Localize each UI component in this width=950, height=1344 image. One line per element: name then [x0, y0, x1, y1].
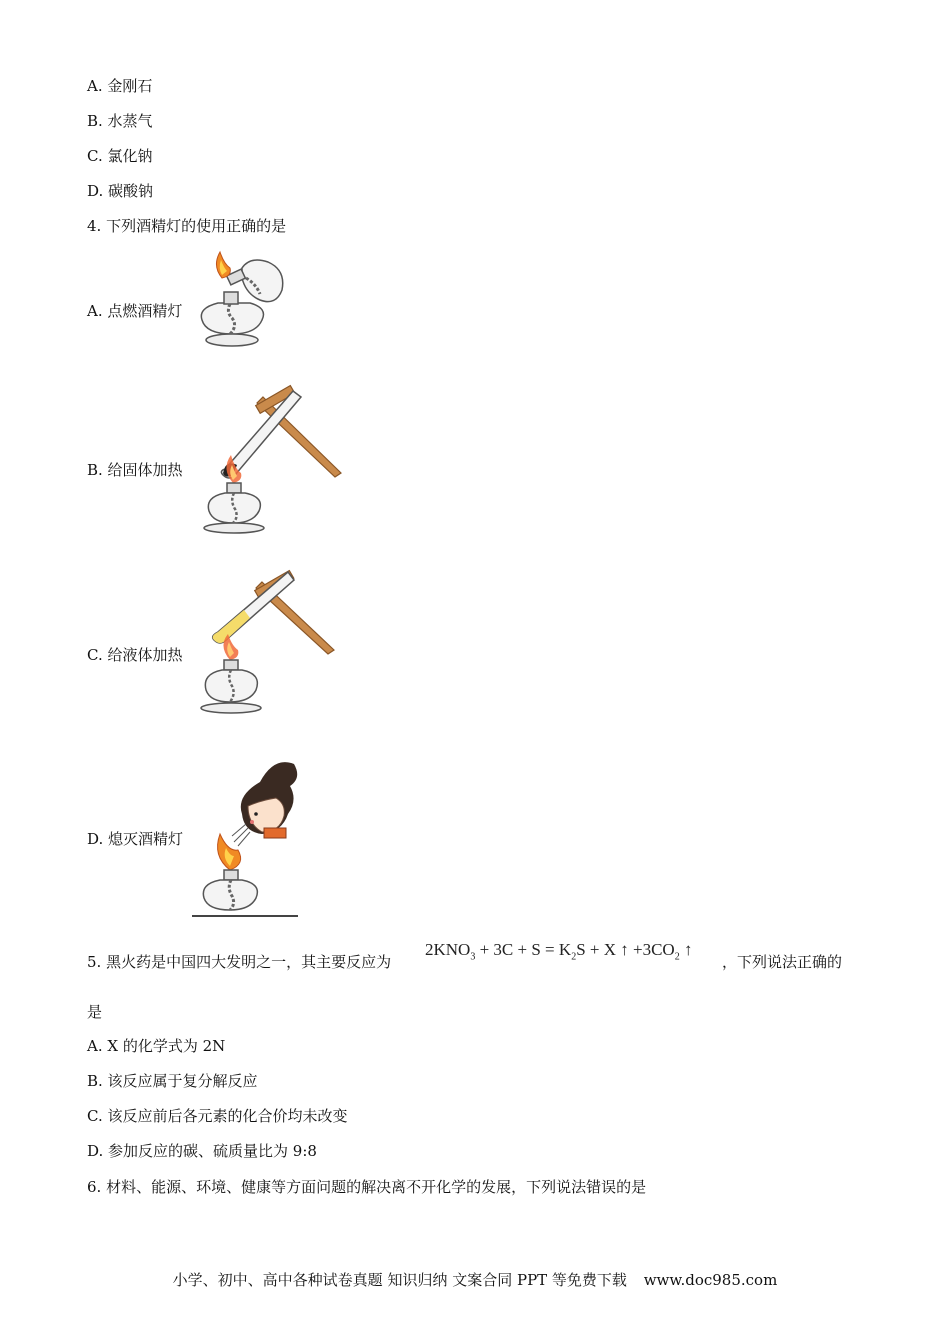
q3-option-d: D. 碳酸钠: [87, 182, 154, 200]
q5-stem-wrap: 是: [87, 1003, 103, 1021]
q4-option-d: D. 熄灭酒精灯: [87, 830, 184, 848]
q5-stem-continued: ，下列说法正确的: [722, 953, 843, 971]
q4-option-c: C. 给液体加热: [87, 646, 183, 664]
q3-option-a: A. 金刚石: [87, 77, 153, 95]
q4-option-a: A. 点燃酒精灯: [87, 302, 183, 320]
footer-text: 小学、初中、高中各种试卷真题 知识归纳 文案合同 PPT 等免费下载: [172, 1271, 627, 1289]
q5-option-a: A. X 的化学式为 2N: [87, 1037, 226, 1055]
page-footer: [0, 1270, 950, 1290]
q4-option-b: B. 给固体加热: [87, 461, 183, 479]
q5-option-b: B. 该反应属于复分解反应: [87, 1072, 258, 1090]
q5-option-d: D. 参加反应的碳、硫质量比为 9:8: [87, 1142, 317, 1160]
q5-stem: 5. 黑火药是中国四大发明之一，其主要反应为: [87, 953, 392, 971]
blowing-out-lamp-illustration: [190, 752, 305, 922]
q5-equation: $2KNO_3 + 3C + S = K_2S + X$ ↑ $+3CO_2$ ↑: [425, 940, 693, 963]
footer-link[interactable]: www.doc985.com: [643, 1271, 778, 1289]
heating-solid-illustration: [195, 383, 345, 535]
q3-option-b: B. 水蒸气: [87, 112, 153, 130]
q4-stem: 4. 下列酒精灯的使用正确的是: [87, 217, 287, 235]
q6-stem: 6. 材料、能源、环境、健康等方面问题的解决离不开化学的发展，下列说法错误的是: [87, 1178, 647, 1196]
q3-option-c: C. 氯化钠: [87, 147, 153, 165]
heating-liquid-illustration: [192, 568, 342, 720]
q5-option-c: C. 该反应前后各元素的化合价均未改变: [87, 1107, 348, 1125]
lighting-lamp-with-lamp-illustration: [190, 248, 290, 353]
